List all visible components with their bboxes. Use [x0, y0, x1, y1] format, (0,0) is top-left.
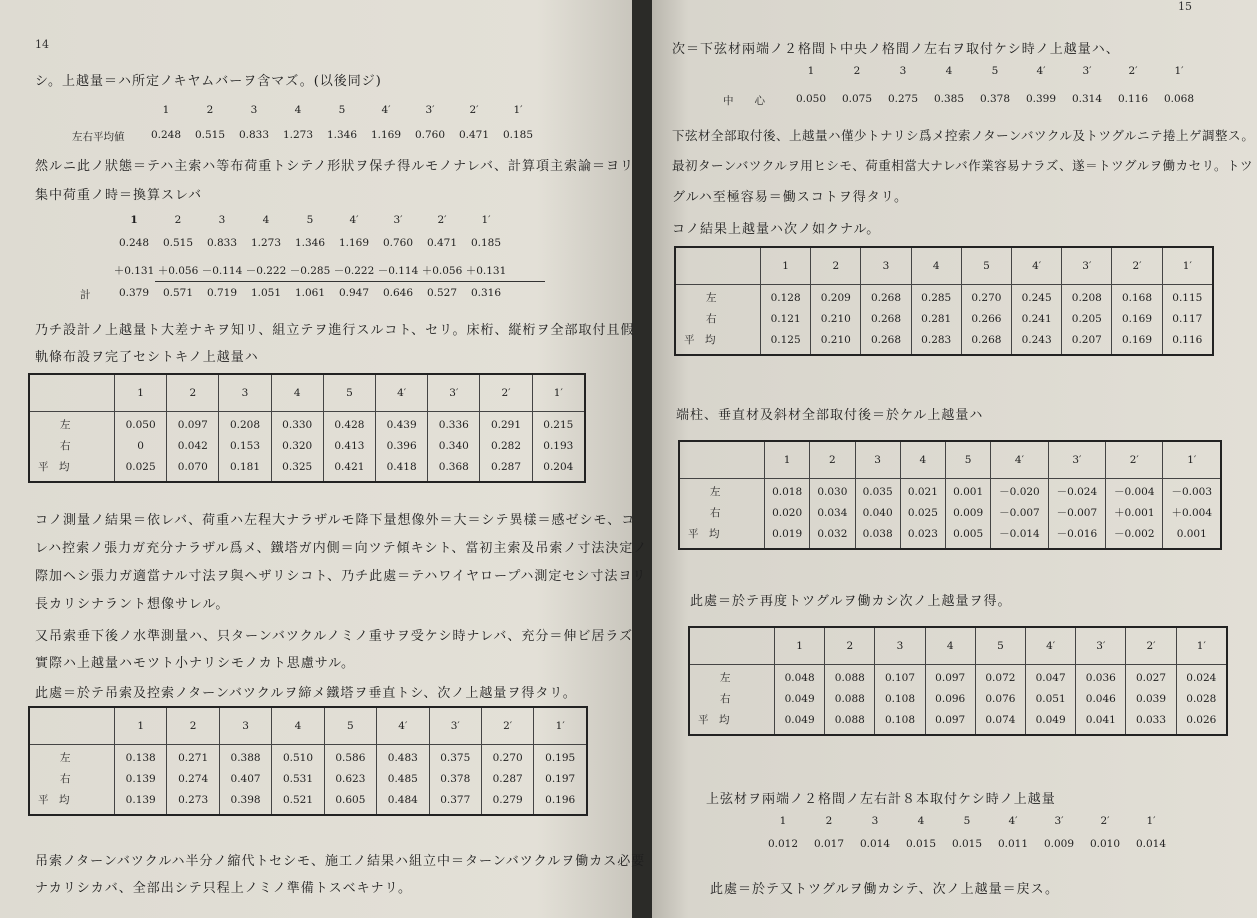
paragraph-7b: ナカリシカバ、全部出シテ只程上ノミノ準備トスベキナリ。 — [35, 881, 412, 896]
r-paragraph-5: 此處＝於テ再度トツグルヲ働カシ次ノ上越量ヲ得。 — [690, 594, 1012, 609]
table-1: 1 2 3 4 5 4′ 3′ 2′ 1′ 左 右 平 均 0.050 0 0.025 0.097 0.042 0.070 0.208 0.153 0.181 0.330 0.320 0.325 0.428 0.413 0.421 0.439 0.396 0.418 0.336 0.340 0.368 0.291 0.282 0.287 0.215 0.193 0.204 — [28, 373, 586, 483]
paragraph-4b: レハ控索ノ張力ガ充分ナラザル爲メ、鐵塔ガ内側＝向ツテ傾キシト、當初主索及吊索ノ寸法決定ノ — [35, 541, 648, 556]
paragraph-3b: 軌條布設ヲ完了セシトキノ上越量ハ — [35, 350, 259, 365]
table-3: 1 2 3 4 5 4′ 3′ 2′ 1′ 左 右 平 均 0.128 0.121 0.125 0.209 0.210 0.210 0.268 0.268 0.268 0.285 0.281 0.283 0.270 0.266 0.268 0.245 0.241 0.243 0.208 0.205 0.207 0.168 0.169 0.169 0.115 0.117 0.116 — [674, 246, 1214, 356]
paragraph-6: 此處＝於テ吊索及控索ノターンバツクルヲ締メ鐵塔ヲ垂直トシ、次ノ上越量ヲ得タリ。 — [35, 686, 577, 701]
center-header-row: 1 2 3 4 5 4′ 3′ 2′ 1′ — [807, 65, 1184, 77]
r-paragraph-4: 端柱、垂直材及斜材全部取付後＝於ケル上越量ハ — [676, 408, 984, 423]
paragraph-2a: 然ルニ此ノ狀態＝テハ主索ハ等布荷重トシテノ形狀ヲ保チ得ルモノナレバ、計算項主索論＝ヨリ — [35, 159, 635, 174]
paragraph-4d: 長カリシナラント想像サレル。 — [35, 597, 230, 612]
r-paragraph-2b: 最初ターンバツクルヲ用ヒシモ、荷重相當大ナレバ作業容易ナラズ、遂＝トツグルヲ働カセリ。トツ — [672, 158, 1254, 173]
avg-header-row: 1 2 3 4 5 4′ 3′ 2′ 1′ — [162, 104, 523, 116]
calc-row-1: 0.248 0.515 0.833 1.273 1.346 1.169 0.760 0.471 0.185 — [118, 237, 502, 249]
table-2: 1 2 3 4 5 4′ 3′ 2′ 1′ 左 右 平 均 0.138 0.139 0.139 0.271 0.274 0.273 0.388 0.407 0.398 0.510 0.531 0.521 0.586 0.623 0.605 0.483 0.485 0.484 0.375 0.378 0.377 0.270 0.287 0.279 0.195 0.197 0.196 — [28, 706, 588, 816]
paragraph-5a: 又吊索垂下後ノ水準測量ハ、只ターンバツクルノミノ重サヲ受ケシ時ナレバ、充分＝伸ビ居ラズ — [35, 629, 633, 644]
avg-values-row: 左右平均値 0.248 0.515 0.833 1.273 1.346 1.169 0.760 0.471 0.185 — [72, 129, 534, 143]
book-gutter — [632, 0, 652, 918]
page-number-left: 14 — [35, 38, 49, 51]
paragraph-2b: 集中荷重ノ時＝換算スレバ — [35, 188, 203, 203]
paragraph-4c: 際加ヘシ張力ガ適當ナル寸法ヲ與ヘザリシコト、乃チ此處＝テハワイヤロープハ測定セシ寸法ヨリ — [35, 569, 647, 584]
r-paragraph-2c: グルハ至極容易＝働スコトヲ得タリ。 — [672, 190, 909, 205]
page-number-right: 15 — [1178, 0, 1192, 13]
r-paragraph-7: 此處＝於テ又トツグルヲ働カシテ、次ノ上越量＝戻ス。 — [710, 882, 1059, 897]
paragraph-3a: 乃チ設計ノ上越量ト大差ナキヲ知リ、組立テヲ進行スルコト、セリ。床桁、縦桁ヲ全部取付且假 — [35, 323, 635, 338]
paragraph-7a: 吊索ノターンバツクルハ半分ノ縮代トセシモ、施工ノ結果ハ組立中＝ターンバツクルヲ働カス必要 — [35, 854, 646, 869]
table-4: 1 2 3 4 5 4′ 3′ 2′ 1′ 左 右 平 均 0.018 0.020 0.019 0.030 0.034 0.032 0.035 0.040 0.038 0.021 0.025 0.023 0.001 0.009 0.005 －0.020 －0.007 －0.014 －0.024 －0.007 －0.016 －0.004 ＋0.001 －0.002 －0.003 ＋0.004 0.001 — [678, 440, 1222, 550]
paragraph-4a: コノ測量ノ結果＝依レバ、荷重ハ左程大ナラザルモ降下量想像外＝大＝シテ異樣＝感ゼシモ、コ — [35, 513, 636, 528]
calc-row-2: ＋0.131 ＋0.056 －0.114 －0.222 －0.285 －0.222 －0.114 ＋0.056 ＋0.131 — [113, 265, 507, 277]
center-values-row: 中 心 0.050 0.075 0.275 0.385 0.378 0.399 0.314 0.116 0.068 — [723, 93, 1195, 107]
r-paragraph-3: コノ結果上越量ハ次ノ如クナル。 — [672, 222, 881, 237]
calc-row-total: 計 0.379 0.571 0.719 1.051 1.061 0.947 0.646 0.527 0.316 — [80, 287, 502, 301]
paragraph-1: シ。上越量＝ハ所定ノキヤムバーヲ含マズ。(以後同ジ) — [35, 74, 382, 89]
sum-rule — [155, 281, 545, 282]
r-paragraph-6: 上弦材ヲ兩端ノ２格間ノ左右計８本取付ケシ時ノ上越量 — [706, 792, 1056, 807]
upper-header-row: 1 2 3 4 5 4′ 3′ 2′ 1′ — [779, 815, 1156, 827]
calc-header-row: 1 2 3 4 5 4′ 3′ 2′ 1′ — [130, 214, 491, 226]
r-paragraph-1: 次＝下弦材兩端ノ２格間ト中央ノ格間ノ左右ヲ取付ケシ時ノ上越量ハ、 — [672, 42, 1120, 57]
upper-values-row: 0.012 0.017 0.014 0.015 0.015 0.011 0.009 0.010 0.014 — [767, 838, 1167, 850]
paragraph-5b: 實際ハ上越量ハモツト小ナリシモノカト思慮サル。 — [35, 656, 356, 671]
table-5: 1 2 3 4 5 4′ 3′ 2′ 1′ 左 右 平 均 0.048 0.049 0.049 0.088 0.088 0.088 0.107 0.108 0.108 0.097 0.096 0.097 0.072 0.076 0.074 0.047 0.051 0.049 0.036 0.046 0.041 0.027 0.039 0.033 0.024 0.028 0.026 — [688, 626, 1228, 736]
r-paragraph-2a: 下弦材全部取付後、上越量ハ僅少トナリシ爲メ控索ノターンバツクル及トツグルニテ捲上ゲ調整ス。 — [672, 128, 1255, 143]
